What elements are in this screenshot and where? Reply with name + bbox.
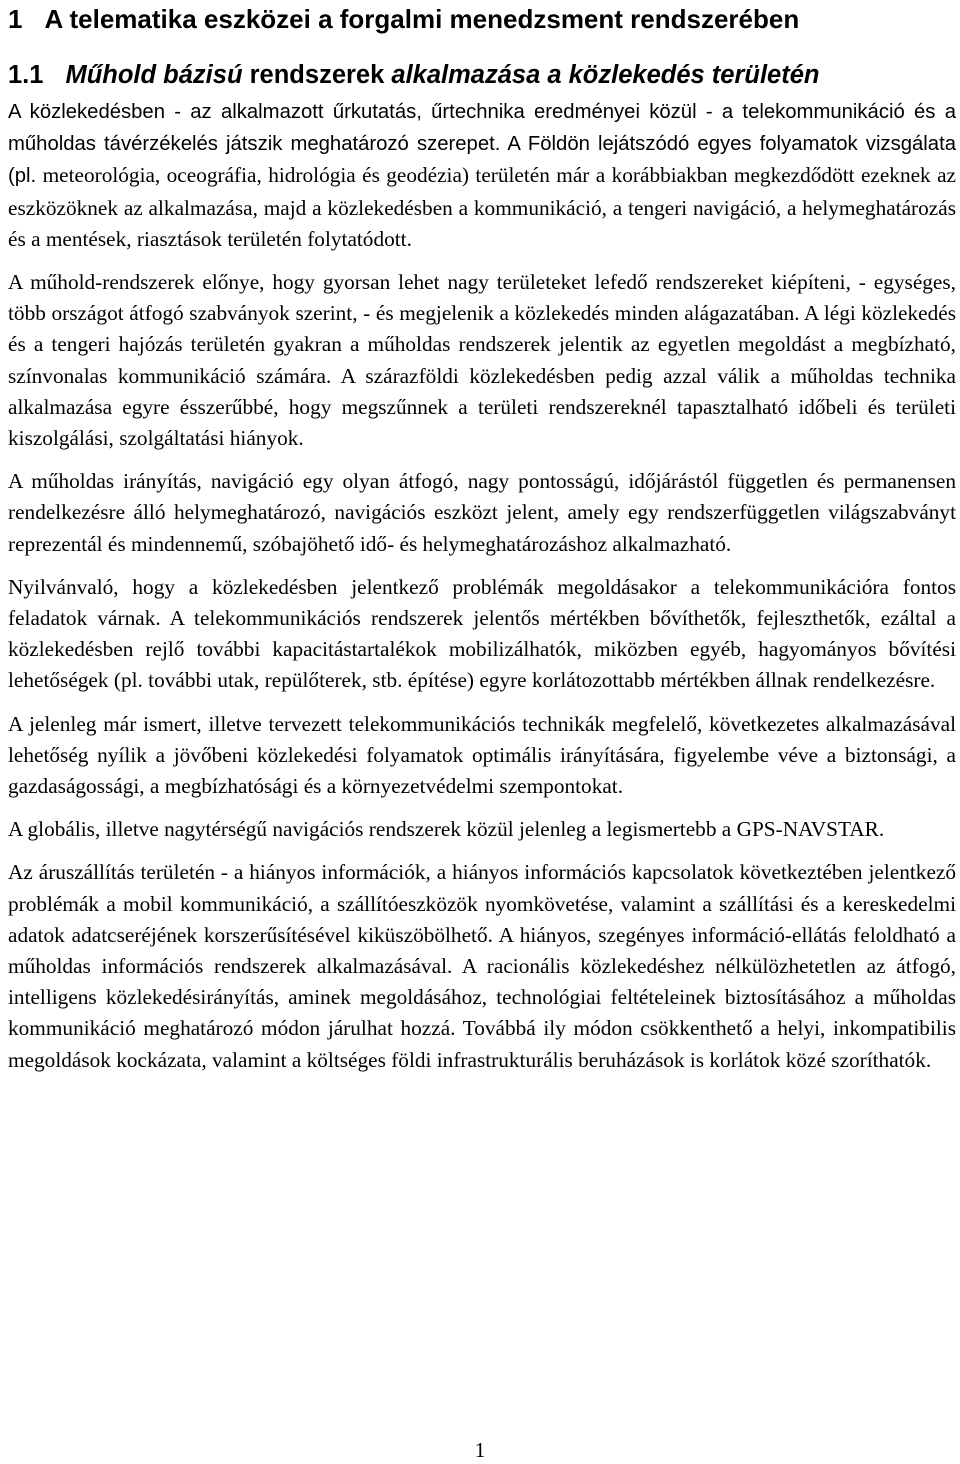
paragraph-7: Az áruszállítás területén - a hiányos információk, a hiányos információs kapcsolatok következtében jelentkező problémák a mobil kommunikáció, a szállítóeszközök nyomkövetése, valamint a szállítási és a kereskedelmi adatok adatcseréjének korszerűsítésével kiküszöbölhető. A hiányos, szegényes információ-ellátás feloldható a műholdas információs rendszerek alkalmazásával. A racionális közlekedéshez nélkülözhetetlen az átfogó, intelligens közlekedésirányítás, aminek megoldásához, technológiai feltételeinek biztosításához a műholdas kommunikáció meghatározó módon járulhat hozzá. Továbbá ily módon csökkenthető a helyi, inkompatibilis megoldások kockázata, valamint a költséges földi infrastrukturális beruházások is korlátok közé szoríthatók. (8, 860, 956, 1072)
section-title-part-a: Műhold bázisú (65, 61, 243, 89)
paragraph-6: A globális, illetve nagytérségű navigációs rendszerek közül jelenleg a legismertebb a GPS-NAVSTAR. (8, 817, 885, 842)
section-title-part-c: alkalmazása a közlekedés területén (391, 61, 820, 89)
paragraph-3: A műholdas irányítás, navigáció egy olyan átfogó, nagy pontosságú, időjárástól független és permanensen rendelkezésre álló helymeghatározó, navigációs eszközt jelent, amely egy rendszerfüggetlen világszabványt reprezentál és mindennemű, szóbajöhető idő- és helymeghatározáshoz alkalmazható. (8, 469, 956, 556)
paragraph-1-sans-part: A közlekedésben - az alkalmazott űrkutatás, űrtechnika eredményei közül - a telekommunikáció és a műholdas távérzékelés játszik meghatározó szerepet. A Földön lejátszódó egyes folyamatok vizsgálata (pl. (8, 101, 956, 188)
chapter-number: 1 (8, 4, 23, 34)
section-heading (8, 58, 956, 92)
paragraph-1-serif-part: meteorológia, oceográfia, hidrológia és geodézia) területén már a korábbiakban megkezdődött ezeknek az eszközöknek az alkalmazása, majd a közlekedésben a kommunikáció, a tengeri navigáció, a helymeghatározás és a mentések, riasztások területén folytatódott. (8, 163, 956, 251)
section-title-part-b: rendszerek (249, 61, 385, 89)
page-number: 1 (474, 1438, 486, 1462)
paragraph-5: A jelenleg már ismert, illetve tervezett telekommunikációs technikák megfelelő, következetes alkalmazásával lehetőség nyílik a jövőbeni közlekedési folyamatok optimális irányítására, figyelembe véve a biztonsági, a gazdaságossági, a megbízhatósági és a környezetvédelmi szempontokat. (8, 711, 956, 799)
chapter-title: A telematika eszközei a forgalmi menedzsment rendszerében (44, 4, 800, 34)
section-number: 1.1 (8, 61, 44, 89)
paragraph-2: A műhold-rendszerek előnye, hogy gyorsan lehet nagy területeket lefedő rendszereket kiépíteni, - egységes, több országot átfogó szabványok szerint, - és megjelenik a közlekedés minden alágazatában. A légi közlekedés és a tengeri hajózás területén gyakran a műholdas rendszerek jelentik az egyetlen megoldást a megbízható, színvonalas kommunikáció számára. A szárazföldi közlekedésben pedig azzal válik a műholdas technika alkalmazása egyre ésszerűbbé, hogy megszűnnek a területi rendszereknél tapasztalható időbeli és területi kiszolgálási, szolgáltatási hiányok. (8, 270, 956, 451)
paragraph-1 (8, 96, 956, 255)
chapter-heading (8, 0, 956, 36)
paragraph-4: Nyilvánvaló, hogy a közlekedésben jelentkező problémák megoldásakor a telekommunikációra fontos feladatok várnak. A telekommunikációs rendszerek jelentős mértékben bővíthetők, fejleszthetők, ezáltal a közlekedésben rejlő további kapacitástartalékok mobilizálhatók, miközben egyéb, hagyományos bővítési lehetőségek (pl. további utak, repülőterek, stb. építése) egyre korlátozottabb mértékben állnak rendelkezésre. (8, 574, 956, 693)
